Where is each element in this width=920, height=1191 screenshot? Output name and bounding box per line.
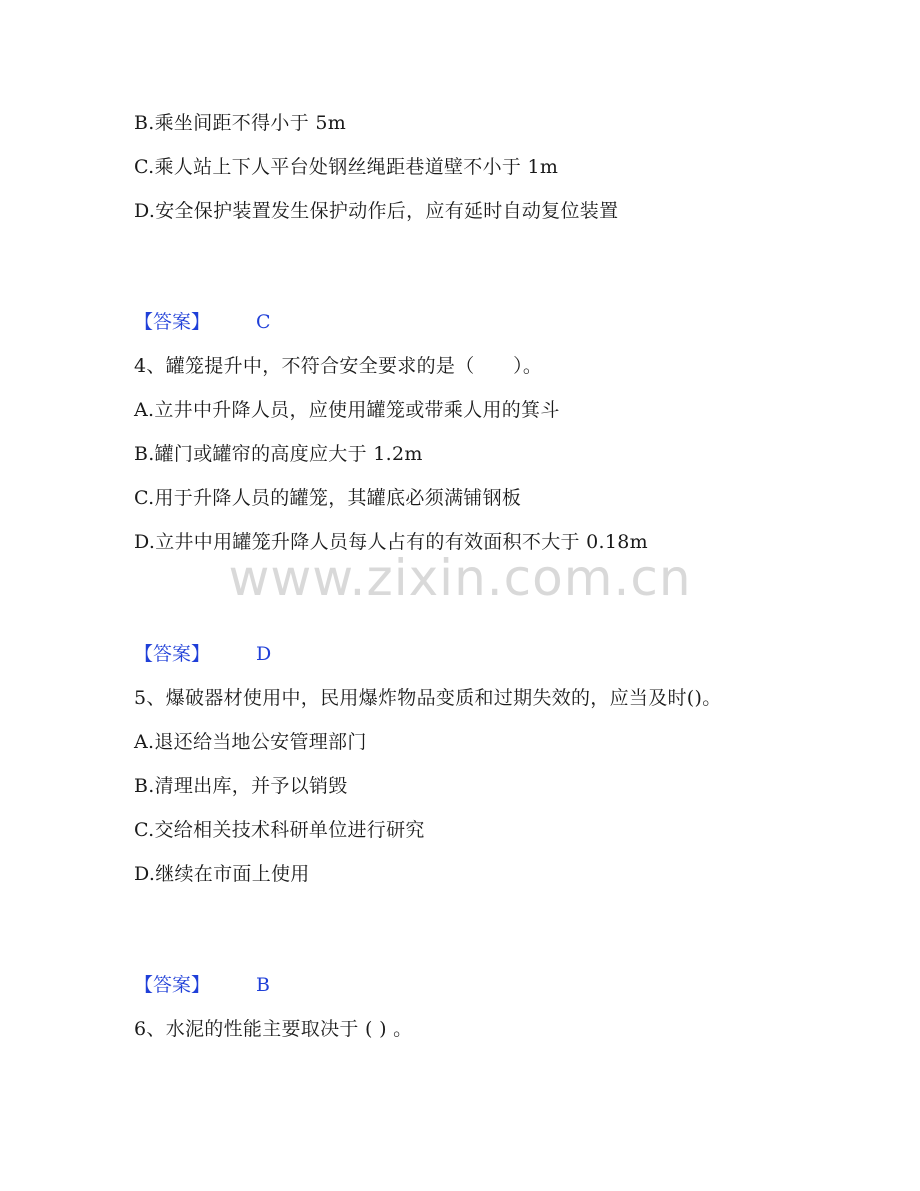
answer-value: C (256, 311, 271, 333)
q5-answer (134, 973, 270, 997)
q5-question: 5、爆破器材使用中，民用爆炸物品变质和过期失效的，应当及时()。 (134, 687, 722, 709)
q3-answer (134, 310, 271, 334)
answer-tag: 【答案】 (134, 311, 211, 333)
answer-value: D (256, 643, 272, 665)
q4-answer (134, 642, 271, 666)
answer-value: B (256, 974, 270, 996)
q4-option-a: A.立井中升降人员，应使用罐笼或带乘人用的箕斗 (134, 399, 560, 421)
q5-option-a: A.退还给当地公安管理部门 (134, 731, 367, 753)
q5-option-c: C.交给相关技术科研单位进行研究 (134, 819, 425, 841)
q5-option-d: D.继续在市面上使用 (134, 863, 310, 885)
answer-tag: 【答案】 (134, 974, 211, 996)
q4-option-d: D.立井中用罐笼升降人员每人占有的有效面积不大于 0.18m (134, 531, 648, 553)
q4-option-b: B.罐门或罐帘的高度应大于 1.2m (134, 443, 423, 465)
q3-option-c: C.乘人站上下人平台处钢丝绳距巷道壁不小于 1m (134, 156, 559, 178)
q4-option-c: C.用于升降人员的罐笼，其罐底必须满铺钢板 (134, 487, 522, 509)
q5-option-b: B.清理出库，并予以销毁 (134, 775, 348, 797)
q4-question: 4、罐笼提升中，不符合安全要求的是（ ）。 (134, 355, 543, 377)
answer-tag: 【答案】 (134, 643, 211, 665)
q3-option-b: B.乘坐间距不得小于 5m (134, 112, 347, 134)
q3-option-d: D.安全保护装置发生保护动作后，应有延时自动复位装置 (134, 200, 619, 222)
watermark: www.zixin.com.cn (228, 549, 692, 607)
q6-question: 6、水泥的性能主要取决于 ( ) 。 (134, 1018, 413, 1040)
